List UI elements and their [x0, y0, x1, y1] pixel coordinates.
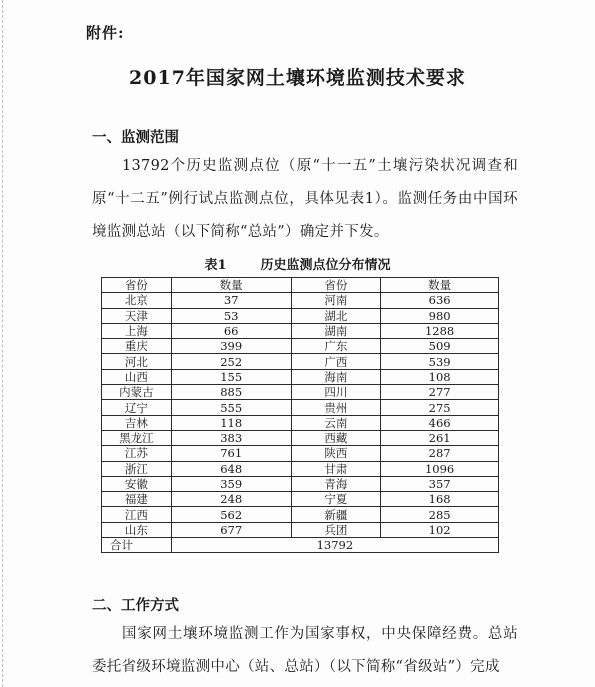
cell-province-left: 江西: [102, 507, 172, 522]
cell-count-left: 248: [171, 492, 291, 507]
cell-count-right: 285: [381, 507, 499, 522]
total-label: 合计: [102, 538, 172, 553]
header-province-right: 省份: [291, 278, 381, 293]
section-paragraph-method: 国家网土壤环境监测工作为国家事权，中央保障经费。总站委托省级环境监测中心（站、总站）（以下简称“省级站”）完成: [92, 626, 518, 675]
cell-province-left: 天津: [102, 308, 172, 323]
cell-province-right: 广西: [291, 354, 381, 369]
cell-count-right: 1096: [381, 461, 499, 476]
document-title: 2017年国家网土壤环境监测技术要求: [129, 67, 466, 89]
cell-count-right: 509: [381, 339, 499, 354]
cell-count-right: 261: [381, 430, 499, 445]
section-heading-scope: 一、监测范围: [92, 130, 179, 146]
table-caption: [0, 254, 595, 273]
cell-count-left: 677: [171, 522, 291, 537]
cell-count-left: 37: [171, 293, 291, 308]
cell-province-right: 海南: [291, 369, 381, 384]
cell-count-left: 648: [171, 461, 291, 476]
cell-count-left: 383: [171, 430, 291, 445]
table-row: [102, 400, 499, 415]
table-row: [102, 339, 499, 354]
cell-province-left: 江苏: [102, 446, 172, 461]
cell-count-right: 287: [381, 446, 499, 461]
table-row: [102, 446, 499, 461]
table-row: [102, 430, 499, 445]
cell-province-left: 内蒙古: [102, 385, 172, 400]
cell-province-right: 湖北: [291, 308, 381, 323]
cell-count-right: 636: [381, 293, 499, 308]
cell-province-left: 福建: [102, 492, 172, 507]
total-value: 13792: [171, 538, 498, 553]
cell-count-right: 466: [381, 415, 499, 430]
cell-province-right: 云南: [291, 415, 381, 430]
section-heading-method: 二、工作方式: [92, 598, 179, 614]
table-row: [102, 476, 499, 491]
table-row: [102, 369, 499, 384]
table-row: [102, 308, 499, 323]
cell-province-right: 湖南: [291, 323, 381, 338]
cell-province-right: 贵州: [291, 400, 381, 415]
cell-count-left: 761: [171, 446, 291, 461]
cell-count-left: 66: [171, 323, 291, 338]
header-province-left: 省份: [102, 278, 172, 293]
cell-count-left: 555: [171, 400, 291, 415]
cell-count-right: 980: [381, 308, 499, 323]
table-row: [102, 522, 499, 537]
cell-province-right: 甘肃: [291, 461, 381, 476]
table-row: [102, 507, 499, 522]
table-caption-number: 表1: [204, 258, 227, 273]
cell-province-right: 广东: [291, 339, 381, 354]
cell-count-left: 53: [171, 308, 291, 323]
cell-province-right: 兵团: [291, 522, 381, 537]
cell-province-left: 辽宁: [102, 400, 172, 415]
table-row: [102, 293, 499, 308]
cell-province-right: 四川: [291, 385, 381, 400]
table-body: [102, 293, 499, 538]
cell-count-right: 357: [381, 476, 499, 491]
cell-province-right: 青海: [291, 476, 381, 491]
cell-count-right: 168: [381, 492, 499, 507]
cell-province-left: 上海: [102, 323, 172, 338]
cell-province-left: 河北: [102, 354, 172, 369]
table-row: [102, 323, 499, 338]
cell-count-right: 275: [381, 400, 499, 415]
cell-province-right: 陕西: [291, 446, 381, 461]
table-row: [102, 354, 499, 369]
cell-count-left: 399: [171, 339, 291, 354]
cell-province-left: 山西: [102, 369, 172, 384]
cell-count-right: 539: [381, 354, 499, 369]
table-total-row: [102, 538, 499, 553]
cell-count-left: 885: [171, 385, 291, 400]
cell-province-right: 新疆: [291, 507, 381, 522]
cell-count-right: 277: [381, 385, 499, 400]
cell-count-left: 155: [171, 369, 291, 384]
cell-count-left: 359: [171, 476, 291, 491]
cell-province-left: 安徽: [102, 476, 172, 491]
cell-count-left: 562: [171, 507, 291, 522]
cell-count-left: 118: [171, 415, 291, 430]
table-caption-title: 历史监测点位分布情况: [260, 258, 391, 273]
cell-province-right: 宁夏: [291, 492, 381, 507]
table-row: [102, 461, 499, 476]
cell-count-right: 1288: [381, 323, 499, 338]
table-header-row: [102, 278, 499, 293]
cell-province-left: 浙江: [102, 461, 172, 476]
cell-province-left: 北京: [102, 293, 172, 308]
table-row: [102, 492, 499, 507]
header-count-right: 数量: [381, 278, 499, 293]
monitoring-points-table: [101, 277, 499, 553]
cell-count-left: 252: [171, 354, 291, 369]
cell-province-right: 河南: [291, 293, 381, 308]
cell-count-right: 108: [381, 369, 499, 384]
cell-province-left: 重庆: [102, 339, 172, 354]
cell-province-left: 黑龙江: [102, 430, 172, 445]
cell-province-left: 山东: [102, 522, 172, 537]
section-paragraph-scope: 13792个历史监测点位（原“十一五”土壤污染状况调查和原“十二五”例行试点监测点位，具体见表1）。监测任务由中国环境监测总站（以下简称“总站”）确定并下发。: [92, 158, 518, 240]
attachment-label: 附件:: [86, 24, 125, 42]
cell-count-right: 102: [381, 522, 499, 537]
cell-province-right: 西藏: [291, 430, 381, 445]
header-count-left: 数量: [171, 278, 291, 293]
table-row: [102, 385, 499, 400]
cell-province-left: 吉林: [102, 415, 172, 430]
table-row: [102, 415, 499, 430]
scan-edge-line: [2, 0, 3, 687]
